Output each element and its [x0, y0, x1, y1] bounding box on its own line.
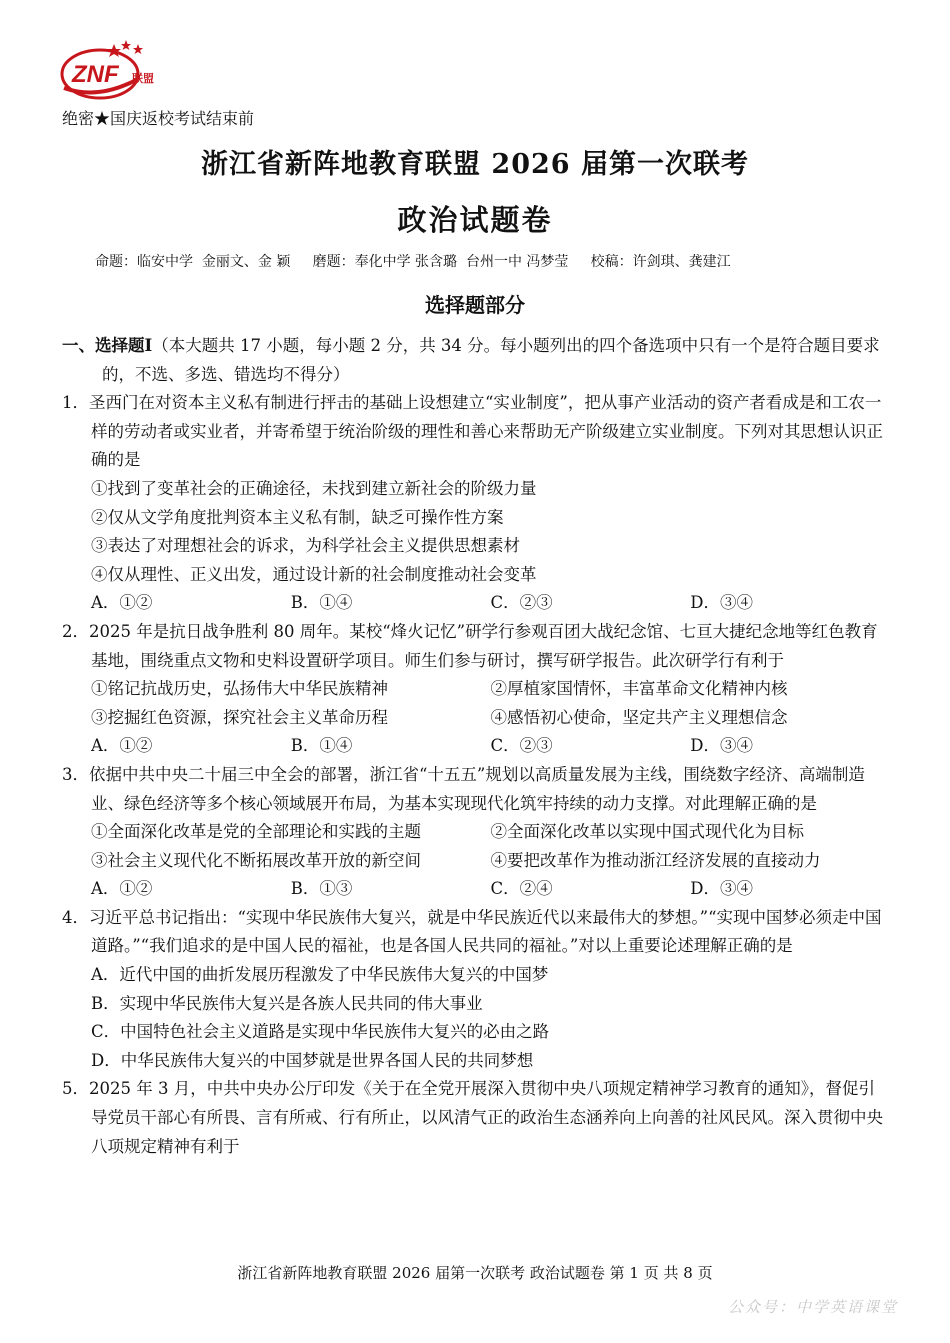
- question-stem: 1．圣西门在对资本主义私有制进行抨击的基础上设想建立“实业制度”，把从事产业活动的资产者看成是和工农一样的劳动者或实业者，并寄希望于统治阶级的理性和善心来帮助无产阶级建立实业制度。下列对其思想认识正确的是: [62, 393, 883, 470]
- statement-row: [62, 847, 890, 876]
- credits-line: 命题：临安中学 金丽文、金 颖 磨题：奉化中学 张含璐 台州一中 冯梦莹 校稿：许剑琪、龚建江: [95, 254, 731, 270]
- option-c[interactable]: C．②③: [490, 736, 553, 756]
- question-stem: 5．2025 年 3 月，中共中央办公厅印发《关于在全党开展深入贯彻中央八项规定精神学习教育的通知》，督促引导党员干部心有所畏、言有所戒、行有所止，以风清气正的政治生态涵养向上向善的社风民风。深入贯彻中央八项规定精神有利于: [62, 1079, 883, 1156]
- statement: ①找到了变革社会的正确途径，未找到建立新社会的阶级力量: [91, 478, 537, 498]
- instructions: [62, 332, 890, 389]
- statement: ④感悟初心使命，坚定共产主义理想信念: [490, 707, 788, 727]
- option-b[interactable]: B．①④: [290, 593, 353, 613]
- question-stem: 2．2025 年是抗日战争胜利 80 周年。某校“烽火记忆”研学行参观百团大战纪念馆、七亘大捷纪念地等红色教育基地，围绕重点文物和史料设置研学项目。师生们参与研讨，撰写研学报告。此次研学行有利于: [62, 621, 878, 670]
- instructions-text: （本大题共 17 小题，每小题 2 分，共 34 分。每小题列出的四个备选项中只有一个是符合题目要求的，不选、多选、错选均不得分）: [102, 336, 880, 384]
- page-footer: 浙江省新阵地教育联盟 2026 届第一次联考 政治试题卷 第 1 页 共 8 页: [237, 1264, 713, 1282]
- exam-content: [62, 332, 890, 1161]
- options-row: [62, 589, 890, 618]
- option-a[interactable]: A．①②: [91, 879, 153, 899]
- option-d[interactable]: D．中华民族伟大复兴的中国梦就是世界各国人民的共同梦想: [91, 1050, 534, 1070]
- option-c[interactable]: C．②④: [490, 879, 553, 899]
- option-a[interactable]: A．①②: [91, 593, 153, 613]
- logo-icon: [58, 36, 168, 108]
- statement: ④仅从理性、正义出发，通过设计新的社会制度推动社会变革: [91, 564, 537, 584]
- statement-row: [62, 704, 890, 733]
- options-row: [62, 875, 890, 904]
- exam-subtitle: 政治试题卷: [397, 203, 553, 237]
- option-b[interactable]: B．①④: [290, 736, 353, 756]
- question-stem: 4．习近平总书记指出：“实现中华民族伟大复兴，就是中华民族近代以来最伟大的梦想。”“实现中国梦必须走中国道路。”“我们追求的是中国人民的福祉，也是各国人民共同的福祉。”对以上重要论述理解正确的是: [62, 907, 882, 956]
- statement: ①全面深化改革是党的全部理论和实践的主题: [91, 822, 421, 842]
- section-heading: 选择题部分: [425, 293, 525, 317]
- statement-row: [62, 818, 890, 847]
- statement: ③社会主义现代化不断拓展改革开放的新空间: [91, 850, 421, 870]
- svg-text:ZNF: ZNF: [72, 61, 119, 88]
- statement: ③表达了对理想社会的诉求，为科学社会主义提供思想素材: [91, 536, 520, 556]
- options-row: [62, 732, 890, 761]
- statement: ②全面深化改革以实现中国式现代化为目标: [490, 822, 804, 842]
- question-stem: 3．依据中共中央二十届三中全会的部署，浙江省“十五五”规划以高质量发展为主线，围绕数字经济、高端制造业、绿色经济等多个核心领域展开布局，为基本实现现代化筑牢持续的动力支撑。对此理解正确的是: [62, 764, 865, 813]
- exam-title: 浙江省新阵地教育联盟 2026 届第一次联考: [201, 149, 749, 180]
- statement: ③挖掘红色资源，探究社会主义革命历程: [91, 707, 388, 727]
- option-d[interactable]: D．③④: [690, 593, 753, 613]
- option-b[interactable]: B．①③: [290, 879, 353, 899]
- union-logo: [58, 36, 168, 108]
- svg-text:联盟: 联盟: [132, 72, 154, 85]
- statement: ②仅从文学角度批判资本主义私有制，缺乏可操作性方案: [91, 507, 504, 527]
- statement: ②厚植家国情怀，丰富革命文化精神内核: [490, 679, 788, 699]
- option-a[interactable]: A．①②: [91, 736, 153, 756]
- option-b[interactable]: B．实现中华民族伟大复兴是各族人民共同的伟大事业: [91, 993, 483, 1013]
- option-c[interactable]: C．②③: [490, 593, 553, 613]
- instructions-label: 一、选择题Ⅰ: [62, 336, 153, 355]
- confidential-notice: 绝密★国庆返校考试结束前: [62, 109, 255, 128]
- statement: ④要把改革作为推动浙江经济发展的直接动力: [490, 850, 821, 870]
- option-a[interactable]: A．近代中国的曲折发展历程激发了中华民族伟大复兴的中国梦: [91, 965, 549, 985]
- statement-row: [62, 675, 890, 704]
- statement: ①铭记抗战历史，弘扬伟大中华民族精神: [91, 679, 388, 699]
- option-d[interactable]: D．③④: [690, 879, 753, 899]
- option-d[interactable]: D．③④: [690, 736, 753, 756]
- watermark: 公众号：中学英语课堂: [727, 1298, 898, 1316]
- option-c[interactable]: C．中国特色社会主义道路是实现中华民族伟大复兴的必由之路: [91, 1022, 550, 1042]
